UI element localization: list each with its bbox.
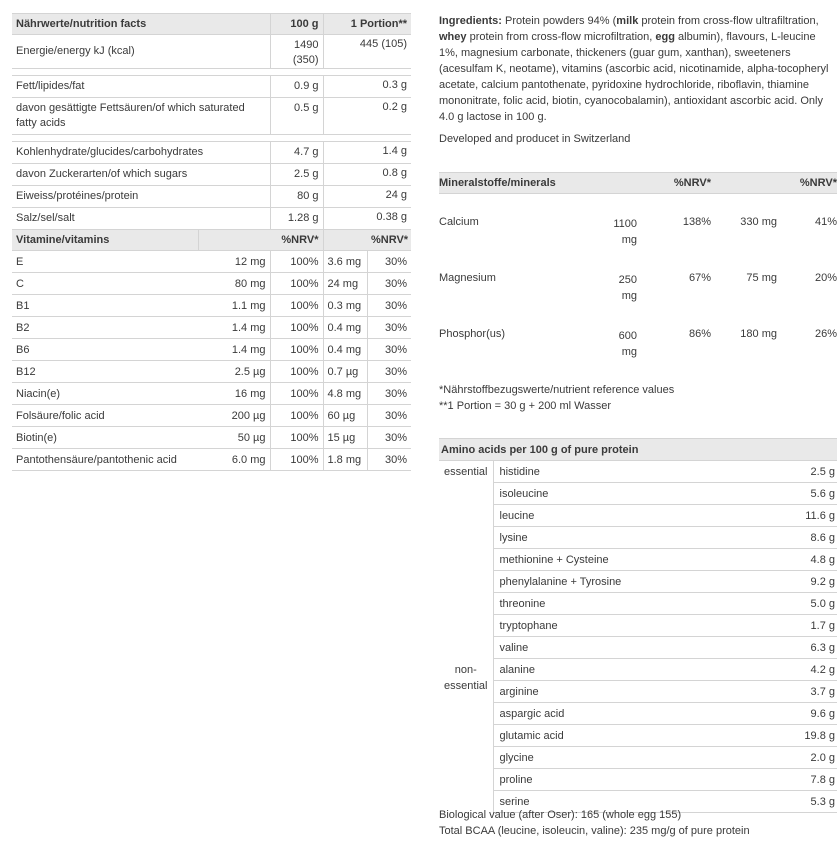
nrv-header: %NRV* [637,173,711,194]
nutrient-label: Salz/sel/salt [12,208,270,230]
vitamin-row [12,405,411,427]
vitamin-row [12,251,411,273]
amino-value: 3.7 g [783,681,837,703]
per100-value: 80 g [270,186,323,208]
ingredients-label: Ingredients: [439,15,502,27]
vitamin-name: Pantothensäure/pantothenic acid [12,449,198,471]
vitamin-name: E [12,251,198,273]
vitamin-portion: 60 µg [323,405,367,427]
vitamin-portion-nrv: 30% [367,405,411,427]
portion-value: 0.3 g [323,76,411,98]
amino-name: proline [493,769,783,791]
amino-name: leucine [493,505,783,527]
amino-row [439,505,837,527]
blank [589,173,637,194]
nrv-header: %NRV* [777,173,837,194]
vitamin-portion-nrv: 30% [367,339,411,361]
minerals-label: Mineralstoffe/minerals [439,173,589,194]
mineral-row [439,328,837,362]
vitamin-name: Biotin(e) [12,427,198,449]
vitamin-portion: 15 µg [323,427,367,449]
nutrition-row [12,186,411,208]
vitamin-nrv: 100% [270,251,323,273]
header-label: Nährwerte/nutrition facts [12,14,270,35]
mineral-amount: 600 mg [618,330,637,358]
vitamin-amount: 16 mg [198,383,270,405]
amino-name: lysine [493,527,783,549]
ingredients-part: Protein powders 94% ( [501,15,617,27]
amino-name: threonine [493,593,783,615]
vitamin-row [12,383,411,405]
footnote-nrv: *Nährstoffbezugswerte/nutrient reference values [439,384,675,396]
mineral-portion: 75 mg [746,272,777,284]
nutrition-header [12,14,411,35]
gap-cell [439,194,837,217]
nutrient-label: Eiweiss/protéines/protein [12,186,270,208]
ingredients-part: albumin), flavours, L-leucine 1%, magnesium carbonate, thickeners (guar gum, xanthan), sweeteners (acesulfam K, neotame), vitamins (ascorbic acid, nicotinamide, alpha-tocopheryl acetate, calcium pantothenate, pyridoxine hydrochloride, riboflavin, thiamine mononitrate, folic acid, biotin, cyanocobalamin), antioxidant ascorbic acid. Only 4.0 g lactose in 100 g. [439,31,829,123]
origin-note: Developed and producet in Switzerland [439,133,631,145]
vitamin-portion: 0.4 mg [323,317,367,339]
vitamin-amount: 1.4 mg [198,317,270,339]
portion-value: 445 (105) [323,35,411,69]
amino-group-label: essential [444,466,488,478]
nrv-header: %NRV* [270,230,323,251]
amino-name: glycine [493,747,783,769]
minerals-header [439,173,837,194]
mineral-nrv: 138% [682,216,711,228]
vitamin-amount: 200 µg [198,405,270,427]
portion-value: 0.8 g [323,164,411,186]
amino-value: 5.6 g [783,483,837,505]
vitamin-name: B6 [12,339,198,361]
allergen-milk: milk [616,15,639,27]
vitamin-nrv: 100% [270,339,323,361]
vitamin-amount: 12 mg [198,251,270,273]
mineral-amount: 1100 mg [613,218,637,246]
amino-row [439,571,837,593]
nutrition-row [12,142,411,164]
mineral-row [439,216,837,250]
row-gap [439,194,837,217]
mineral-name: Magnesium [439,272,496,284]
vitamin-portion-nrv: 30% [367,427,411,449]
amino-value: 6.3 g [783,637,837,659]
nutrition-row [12,208,411,230]
portion-value: 24 g [323,186,411,208]
amino-name: phenylalanine + Tyrosine [493,571,783,593]
vitamin-amount: 1.4 mg [198,339,270,361]
portion-value: 0.2 g [323,98,411,135]
vitamin-portion: 4.8 mg [323,383,367,405]
amino-row [439,747,837,769]
vitamin-nrv: 100% [270,317,323,339]
vitamin-nrv: 100% [270,449,323,471]
per100-value: 0.9 g [270,76,323,98]
allergen-egg: egg [655,31,675,43]
nutrition-row [12,164,411,186]
nutrition-row [12,76,411,98]
amino-name: histidine [493,461,783,483]
amino-name: tryptophane [493,615,783,637]
gap-cell [12,69,411,76]
gap-cell [439,250,837,272]
amino-name: aspargic acid [493,703,783,725]
vitamin-row [12,317,411,339]
amino-row [439,637,837,659]
amino-row [439,659,837,681]
ingredients-part: protein from cross-flow microfiltration, [466,31,656,43]
vitamin-name: B12 [12,361,198,383]
mineral-portion: 330 mg [740,216,777,228]
blank [711,173,777,194]
allergen-whey: whey [439,31,467,43]
vitamin-portion: 3.6 mg [323,251,367,273]
row-gap [12,69,411,76]
bcaa-line: Total BCAA (leucine, isoleucin, valine): 235 mg/g of pure protein [439,825,750,837]
minerals-table [439,172,837,362]
amino-row [439,703,837,725]
amino-row [439,483,837,505]
amino-value: 8.6 g [783,527,837,549]
ingredients-text [439,13,837,125]
gap-cell [12,135,411,142]
vitamin-row [12,427,411,449]
amino-name: glutamic acid [493,725,783,747]
vitamin-name: B1 [12,295,198,317]
biological-value [439,807,750,839]
mineral-portion: 180 mg [740,328,777,340]
amino-value: 5.0 g [783,593,837,615]
amino-value: 5.3 g [783,791,837,813]
vitamin-portion-nrv: 30% [367,295,411,317]
nutrient-label: davon Zuckerarten/of which sugars [12,164,270,186]
mineral-portion-nrv: 41% [814,216,837,228]
nutrition-table [12,13,411,471]
nutrient-label: Energie/energy kJ (kcal) [12,35,270,69]
mineral-portion-nrv: 20% [814,272,837,284]
nrv-header: %NRV* [367,230,411,251]
vitamin-nrv: 100% [270,295,323,317]
mineral-row [439,272,837,306]
vitamin-amount: 80 mg [198,273,270,295]
amino-name: serine [493,791,783,813]
amino-value: 1.7 g [783,615,837,637]
mineral-nrv: 67% [688,272,711,284]
vitamin-name: Niacin(e) [12,383,198,405]
vitamin-row [12,339,411,361]
amino-acids-table [439,438,837,813]
vitamin-amount: 6.0 mg [198,449,270,471]
amino-row [439,725,837,747]
amino-header [439,439,837,461]
per100-value: 2.5 g [270,164,323,186]
vitamin-amount: 2.5 µg [198,361,270,383]
vitamin-portion: 0.4 mg [323,339,367,361]
amino-group-label: non- essential [444,663,488,692]
nutrition-row [12,98,411,135]
amino-value: 4.2 g [783,659,837,681]
biological-value-line: Biological value (after Oser): 165 (whole egg 155) [439,809,682,821]
amino-value: 11.6 g [783,505,837,527]
vitamin-portion: 1.8 mg [323,449,367,471]
amino-value: 2.5 g [783,461,837,483]
nutrient-label: Fett/lipides/fat [12,76,270,98]
row-gap [439,250,837,272]
nutrition-row [12,35,411,69]
amino-value: 9.6 g [783,703,837,725]
header-per100: 100 g [270,14,323,35]
mineral-name: Calcium [439,216,479,228]
vitamin-row [12,273,411,295]
amino-row [439,593,837,615]
vitamin-portion-nrv: 30% [367,251,411,273]
amino-name: methionine + Cysteine [493,549,783,571]
mineral-name: Phosphor(us) [439,328,506,340]
amino-row [439,461,837,483]
vitamin-portion: 0.7 µg [323,361,367,383]
portion-value: 0.38 g [323,208,411,230]
amino-row [439,681,837,703]
row-gap [12,135,411,142]
amino-value: 7.8 g [783,769,837,791]
vitamin-nrv: 100% [270,273,323,295]
amino-value: 9.2 g [783,571,837,593]
vitamin-nrv: 100% [270,405,323,427]
amino-header-label: Amino acids per 100 g of pure protein [439,439,837,461]
vitamin-row [12,449,411,471]
amino-row [439,549,837,571]
vitamins-header [12,230,411,251]
blank [198,230,270,251]
vitamin-portion-nrv: 30% [367,449,411,471]
ingredients-part: protein from cross-flow ultrafiltration, [638,15,819,27]
mineral-nrv: 86% [688,328,711,340]
vitamin-portion-nrv: 30% [367,273,411,295]
header-portion: 1 Portion** [323,14,411,35]
vitamin-portion: 24 mg [323,273,367,295]
blank [323,230,367,251]
footnote-portion: **1 Portion = 30 g + 200 ml Wasser [439,400,612,412]
vitamin-row [12,295,411,317]
amino-value: 19.8 g [783,725,837,747]
vitamin-name: Folsäure/folic acid [12,405,198,427]
mineral-amount: 250 mg [618,274,637,302]
mineral-portion-nrv: 26% [814,328,837,340]
vitamin-row [12,361,411,383]
amino-value: 2.0 g [783,747,837,769]
gap-cell [439,306,837,328]
per100-value: 4.7 g [270,142,323,164]
vitamin-name: B2 [12,317,198,339]
portion-value: 1.4 g [323,142,411,164]
vitamin-portion-nrv: 30% [367,383,411,405]
nutrient-label: davon gesättigte Fettsäuren/of which saturated fatty acids [12,98,270,135]
vitamin-amount: 1.1 mg [198,295,270,317]
amino-value: 4.8 g [783,549,837,571]
vitamin-portion: 0.3 mg [323,295,367,317]
vitamins-label: Vitamine/vitamins [12,230,198,251]
per100-value: 1.28 g [270,208,323,230]
vitamin-portion-nrv: 30% [367,361,411,383]
amino-name: valine [493,637,783,659]
footnotes [439,382,674,414]
amino-name: alanine [493,659,783,681]
vitamin-name: C [12,273,198,295]
amino-name: isoleucine [493,483,783,505]
amino-name: arginine [493,681,783,703]
vitamin-nrv: 100% [270,427,323,449]
vitamin-nrv: 100% [270,383,323,405]
vitamin-nrv: 100% [270,361,323,383]
amino-row [439,615,837,637]
nutrient-label: Kohlenhydrate/glucides/carbohydrates [12,142,270,164]
vitamin-portion-nrv: 30% [367,317,411,339]
amino-row [439,527,837,549]
vitamin-amount: 50 µg [198,427,270,449]
amino-row [439,769,837,791]
per100-value: 0.5 g [270,98,323,135]
row-gap [439,306,837,328]
per100-value: 1490 (350) [270,35,323,69]
